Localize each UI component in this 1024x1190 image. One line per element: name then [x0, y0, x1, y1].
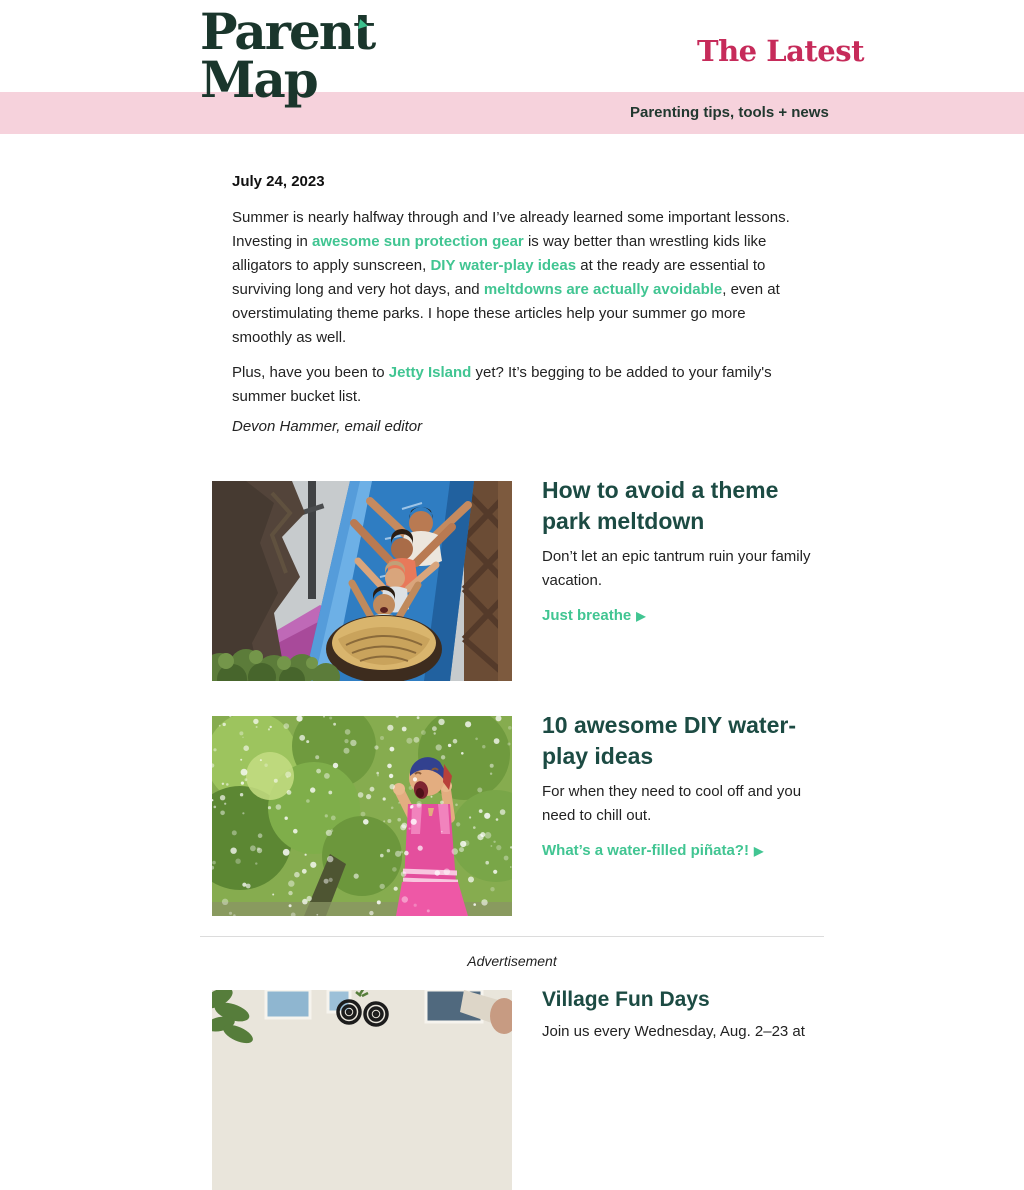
right-arrow-icon: ▶	[753, 844, 764, 858]
inline-link[interactable]: awesome sun protection gear	[312, 233, 524, 250]
intro-paragraph-2: Plus, have you been to Jetty Island yet? It’s begging to be added to your family's summer bucket list.	[232, 364, 772, 405]
article-cta[interactable]	[542, 842, 763, 859]
article-subtitle: Don’t let an epic tantrum ruin your family vacation.	[542, 548, 811, 589]
article-text-block	[542, 712, 820, 860]
village-facade-illustration	[212, 990, 512, 1190]
tagline-banner	[0, 92, 1024, 134]
article-village-fun-days	[212, 990, 824, 1190]
inline-link[interactable]: Jetty Island	[388, 364, 472, 381]
article-title[interactable]: 10 awesome DIY water-play ideas	[542, 712, 796, 769]
article-subtitle: For when they need to cool off and you need to chill out.	[542, 783, 802, 824]
sponsored-image-village[interactable]	[212, 990, 512, 1190]
tagline-text: Parenting tips, tools + news	[630, 104, 829, 121]
logo-line-map: Map	[200, 50, 317, 109]
parentmap-logo[interactable]	[200, 2, 375, 109]
inline-link[interactable]: meltdowns are actually avoidable	[483, 281, 723, 298]
newsletter-body	[200, 173, 824, 1190]
article-cta[interactable]	[542, 607, 645, 624]
intro-paragraph-1: Summer is nearly halfway through and I’ve already learned some important lessons. Investing in awesome sun protection gear is way better than wrestling kids like alligators to apply sunscreen, DIY water-play ideas at the ready are essential to surviving long and very hot days, and meltdowns are actually avoidable, even at overstimulating theme parks. I hope these articles help your summer go more smoothly as well.	[232, 209, 790, 346]
cta-label: What’s a water-filled piñata?!	[542, 842, 749, 859]
issue-date: July 24, 2023	[232, 173, 325, 190]
sprinkler-illustration	[212, 716, 512, 916]
sponsored-title[interactable]: Village Fun Days	[542, 988, 710, 1011]
article-theme-park	[212, 477, 824, 681]
logo-line-parent: Parent	[200, 2, 375, 61]
right-arrow-icon: ▶	[636, 609, 646, 623]
advertisement-label: Advertisement	[467, 953, 557, 969]
article-image-sprinkler[interactable]	[212, 716, 512, 916]
article-water-play	[212, 712, 824, 916]
editor-byline: Devon Hammer, email editor	[232, 418, 423, 435]
cta-label: Just breathe	[542, 607, 632, 624]
article-image-log-flume[interactable]	[212, 481, 512, 681]
newsletter-header	[0, 0, 1024, 134]
log-flume-illustration	[212, 481, 512, 681]
article-title[interactable]: How to avoid a theme park meltdown	[542, 477, 779, 534]
sponsored-text-block	[542, 990, 820, 1044]
sponsored-teaser: Join us every Wednesday, Aug. 2–23 at	[542, 1023, 805, 1040]
inline-link[interactable]: DIY water-play ideas	[430, 257, 577, 274]
section-divider	[200, 936, 824, 937]
article-text-block	[542, 477, 820, 625]
newsletter-title: The Latest	[697, 34, 864, 68]
